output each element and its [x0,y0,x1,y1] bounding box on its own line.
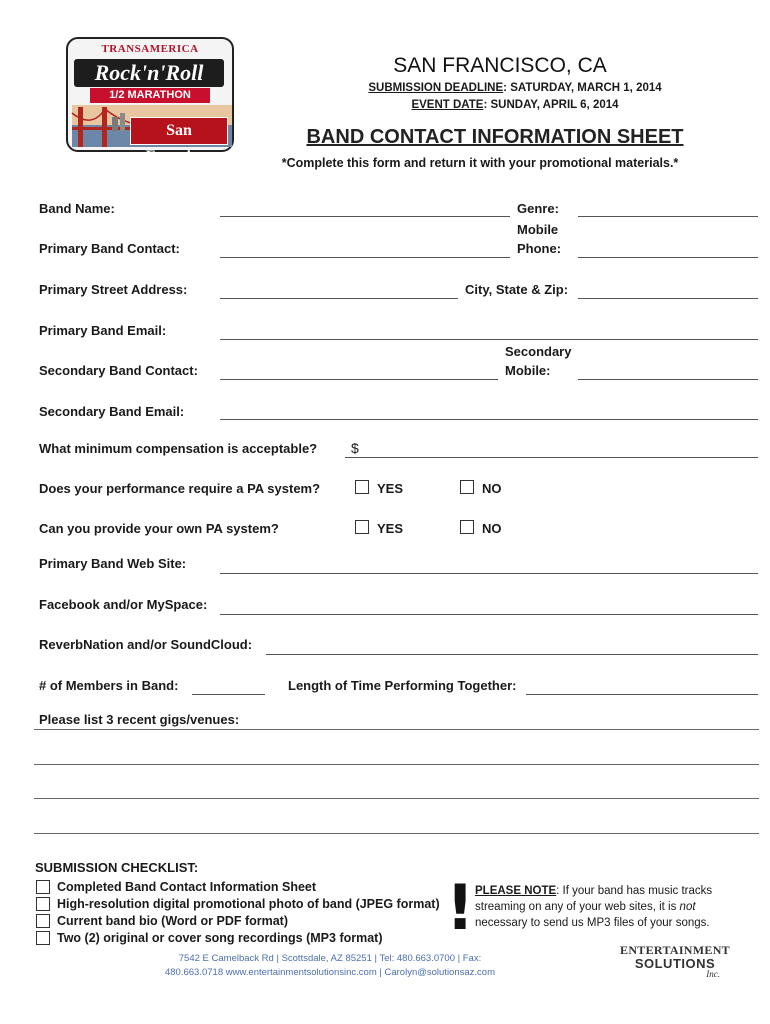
gigs-line-2[interactable] [34,764,759,765]
event-date [325,99,705,111]
logo-brand: Rock'n'Roll [74,59,224,87]
secondary-contact-field[interactable] [220,363,498,380]
company-logo-line1: ENTERTAINMENT [620,943,730,957]
primary-contact-label: Primary Band Contact: [39,241,180,256]
length-performing-field[interactable] [526,678,758,695]
pa-required-no-label: NO [482,481,502,496]
secondary-email-label: Secondary Band Email: [39,404,185,419]
exclamation-icon: ! [446,871,475,944]
primary-street-field[interactable] [220,282,458,299]
band-name-field[interactable] [220,200,510,217]
race-logo [66,37,234,165]
primary-email-label: Primary Band Email: [39,323,167,338]
pa-own-no-label: NO [482,521,502,536]
pa-required-label: Does your performance require a PA system? [39,481,321,496]
gigs-line-4[interactable] [34,833,759,834]
checklist-item: High-resolution digital promotional photo of band (JPEG format) [57,897,440,911]
footer-line-2: 480.663.0718 www.entertainmentsolutionsinc.com | Carolyn@solutionsaz.com [164,967,495,978]
mobile-label-line1: Mobile [517,222,559,237]
checklist-item: Completed Band Contact Information Sheet [57,880,317,894]
secondary-mobile-field[interactable] [578,363,758,380]
facebook-label: Facebook and/or MySpace: [39,597,208,612]
facebook-field[interactable] [220,598,758,615]
event-value: : SUNDAY, APRIL 6, 2014 [483,99,619,111]
gigs-label: Please list 3 recent gigs/venues: [39,712,240,727]
website-label: Primary Band Web Site: [39,556,187,571]
checklist-checkbox[interactable] [36,931,50,945]
gigs-line-1[interactable] [34,729,759,730]
primary-email-field[interactable] [220,323,758,340]
min-compensation-label: What minimum compensation is acceptable? [39,441,318,456]
footer-line-1: 7542 E Camelback Rd | Scottsdale, AZ 85251 | Tel: 480.663.0700 | Fax: [178,953,482,964]
genre-label: Genre: [517,201,559,216]
members-field[interactable] [192,678,265,695]
please-note [475,883,735,931]
pa-own-no-checkbox[interactable] [460,520,474,534]
note-emphasis: not [679,901,696,913]
checklist-item: Current band bio (Word or PDF format) [57,914,289,928]
reverbnation-label: ReverbNation and/or SoundCloud: [39,637,253,652]
pa-own-yes-label: YES [377,521,404,536]
checklist-item: Two (2) original or cover song recordings (MP3 format) [57,931,383,945]
location-title: SAN FRANCISCO, CA [393,54,607,77]
gigs-line-3[interactable] [34,798,759,799]
pa-required-no-checkbox[interactable] [460,480,474,494]
pa-required-yes-label: YES [377,481,404,496]
checklist-checkbox[interactable] [36,897,50,911]
note-label: PLEASE NOTE [475,885,557,897]
website-field[interactable] [220,557,758,574]
company-logo-line2: SOLUTIONS [634,956,716,971]
note-text-1: : If your band has music tracks streaming on any of your web sites, it is [475,885,713,913]
event-label: EVENT DATE [411,99,484,111]
secondary-mobile-label-line1: Secondary [505,344,572,359]
city-state-zip-label: City, State & Zip: [465,282,569,297]
reverbnation-field[interactable] [266,638,758,655]
checklist-title: SUBMISSION CHECKLIST: [35,860,199,875]
company-logo-line3: Inc. [706,969,720,979]
company-logo [620,944,730,979]
instructions: *Complete this form and return it with your promotional materials.* [281,156,679,170]
primary-street-label: Primary Street Address: [39,282,188,297]
city-state-zip-field[interactable] [578,282,758,299]
checklist-checkbox[interactable] [36,914,50,928]
secondary-email-field[interactable] [220,403,758,420]
mobile-label-line2: Phone: [517,241,562,256]
checklist-checkbox[interactable] [36,880,50,894]
logo-race: 1/2 MARATHON [90,88,210,103]
logo-city: San Francisco [130,117,228,145]
length-performing-label: Length of Time Performing Together: [288,678,517,693]
pa-required-yes-checkbox[interactable] [355,480,369,494]
secondary-mobile-label-line2: Mobile: [505,363,551,378]
band-name-label: Band Name: [39,201,115,216]
page-title: BAND CONTACT INFORMATION SHEET [306,126,684,148]
genre-field[interactable] [578,200,758,217]
deadline-label: SUBMISSION DEADLINE [368,82,504,94]
pa-own-yes-checkbox[interactable] [355,520,369,534]
deadline-value: : SATURDAY, MARCH 1, 2014 [503,82,662,94]
pa-own-label: Can you provide your own PA system? [39,521,279,536]
dollar-sign: $ [351,440,359,456]
members-label: # of Members in Band: [39,678,179,693]
footer-contact [150,952,510,980]
min-compensation-field[interactable] [345,441,758,458]
primary-contact-field[interactable] [220,241,510,258]
mobile-phone-field[interactable] [578,241,758,258]
secondary-contact-label: Secondary Band Contact: [39,363,198,378]
note-text-2: necessary to send us MP3 files of your songs. [475,917,710,929]
logo-sponsor: TRANSAMERICA [101,43,199,55]
submission-deadline [325,82,705,94]
